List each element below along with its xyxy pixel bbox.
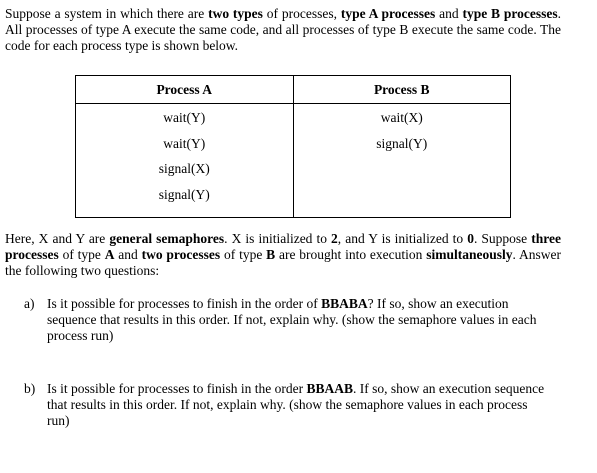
- process-a-op-signal-x: signal(X): [158, 161, 210, 176]
- text-run: Suppose a system in which there are: [5, 6, 209, 21]
- semaphore-description-paragraph: [5, 231, 561, 279]
- text-run: , and Y is initialized to: [337, 231, 468, 246]
- text-run: Is it possible for processes to finish in the order: [47, 381, 307, 396]
- text-run: Is it possible for processes to finish in the order of: [47, 296, 322, 311]
- bold-text: simultaneously: [426, 247, 513, 262]
- text-run: . X is initialized to: [224, 231, 332, 246]
- bold-text: type B processes: [462, 6, 558, 21]
- process-b-header: Process B: [293, 76, 511, 104]
- process-b-code-cell: [293, 104, 511, 218]
- text-run: . Suppose: [473, 231, 532, 246]
- text-run: of type: [220, 247, 267, 262]
- process-a-header: Process A: [76, 76, 294, 104]
- bold-text: 0: [467, 231, 474, 246]
- question-b-marker: b): [24, 381, 36, 396]
- intro-paragraph: [5, 6, 561, 54]
- question-a-text: [47, 296, 552, 344]
- bold-text: two types: [208, 6, 263, 21]
- process-a-op-wait-y: wait(Y): [163, 110, 206, 125]
- table-header-row: [76, 76, 511, 104]
- process-a-op-wait-y: wait(Y): [163, 135, 206, 151]
- bold-text: general semaphores: [109, 231, 225, 246]
- bold-text: A: [104, 247, 115, 262]
- text-run: of processes,: [262, 6, 341, 21]
- process-a-op-signal-y: signal(Y): [158, 186, 210, 202]
- text-run: . All processes of type A execute the same code, and all processes of type B execute the same code. The code for each process type is shown below.: [5, 6, 562, 53]
- text-run: ? If so, show an execution sequence that results in this order. If not, explain why. (show the semaphore values in each process run): [47, 296, 537, 343]
- question-a-marker: a): [24, 296, 35, 311]
- table-body-row: [76, 104, 511, 218]
- text-run: and: [114, 247, 142, 262]
- text-run: Here, X and Y are: [5, 231, 110, 246]
- bold-text: BBABA: [321, 296, 368, 311]
- bold-text: three processes: [5, 231, 561, 262]
- process-b-op-signal-y: signal(Y): [376, 135, 428, 151]
- text-run: are brought into execution: [275, 247, 427, 262]
- text-run: . Answer the following two questions:: [5, 247, 561, 278]
- process-a-code-cell: [76, 104, 294, 218]
- text-run: . If so, show an execution sequence that results in this order. If not, explain why. (show the semaphore values in each process run): [47, 381, 545, 428]
- question-b-text: [47, 381, 552, 429]
- text-run: and: [435, 6, 463, 21]
- text-run: of type: [58, 247, 105, 262]
- process-code-table: [75, 75, 511, 218]
- bold-text: 2: [331, 231, 338, 246]
- bold-text: two processes: [141, 247, 221, 262]
- process-b-op-wait-x: wait(X): [380, 110, 423, 125]
- bold-text: type A processes: [340, 6, 436, 21]
- bold-text: BBAAB: [306, 381, 353, 396]
- bold-text: B: [266, 247, 276, 262]
